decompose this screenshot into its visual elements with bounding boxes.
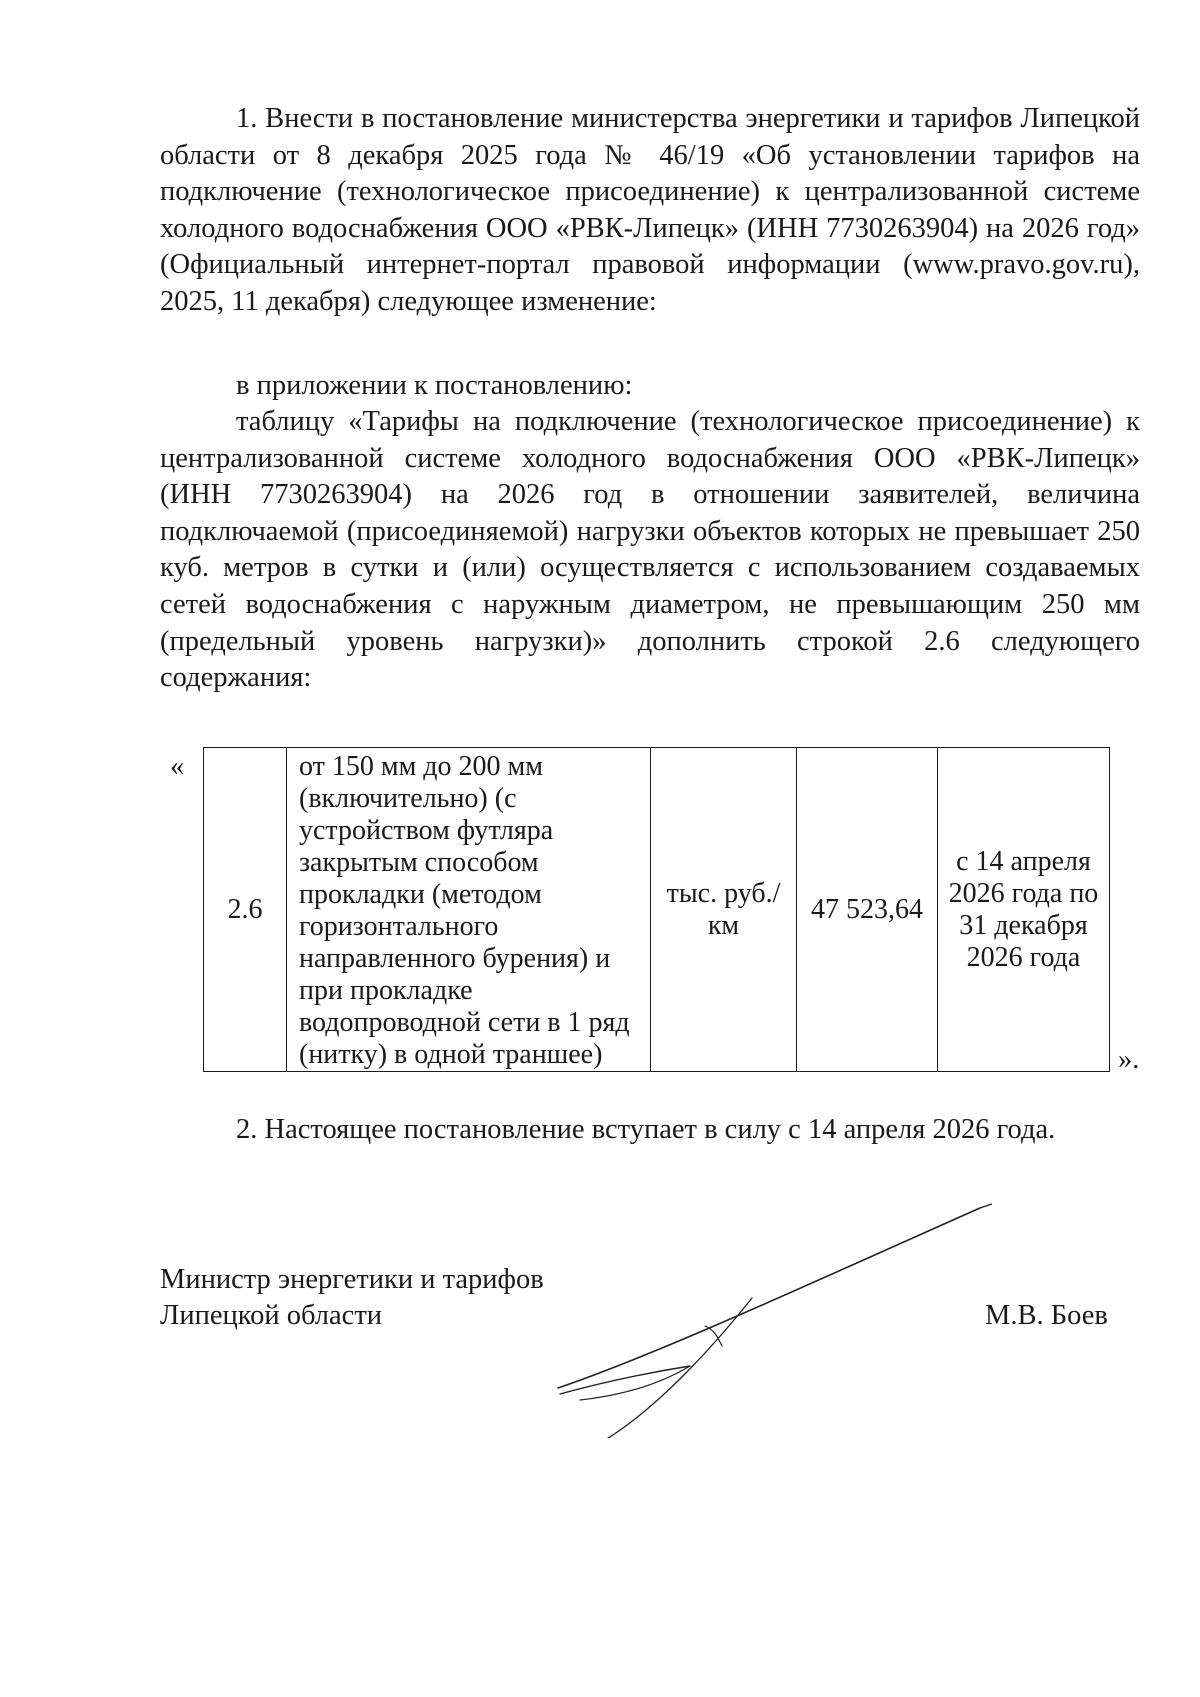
row-period-cell: с 14 апреля 2026 года по 31 декабря 2026 года (938, 748, 1110, 1072)
row-number-cell: 2.6 (204, 748, 287, 1072)
signatory-title-line-1: Министр энергетики и тарифов (160, 1264, 544, 1295)
paragraph-2: в приложении к постановлению: (236, 370, 633, 401)
signatory-name: М.В. Боев (985, 1300, 1108, 1331)
table-row (204, 748, 1110, 1072)
signatory-title-line-2: Липецкой области (160, 1300, 383, 1331)
quote-close: ». (1118, 1044, 1140, 1075)
paragraph-1: 1. Внести в постановление министерства энергетики и тарифов Липецкой области от 8 декабря 2025 года № 46/19 «Об установлении тарифов на подключение (технологическое присоединение) к централизованной системе холодного водоснабжения ООО «РВК-Липецк» (ИНН 7730263904) на 2026 год» (Официальный интернет-портал правовой информации (www.pravo.gov.ru), 2025, 11 декабря) следующее изменение: (160, 103, 1140, 317)
paragraph-3: таблицу «Тарифы на подключение (технологическое присоединение) к централизованной системе холодного водоснабжения ООО «РВК-Липецк» (ИНН 7730263904) на 2026 год в отношении заявителей, величина подключаемой (присоединяемой) нагрузки объектов которых не превышает 250 куб. метров в сутки и (или) осуществляется с использованием создаваемых сетей водоснабжения с наружным диаметром, не превышающим 250 мм (предельный уровень нагрузки)» дополнить строкой 2.6 следующего содержания: (160, 406, 1140, 694)
tariff-table (203, 747, 1110, 1072)
row-description-cell: от 150 мм до 200 мм (включительно) (с устройством футляра закрытым способом прокладки (методом горизонтального направленного бурения) и при прокладке водопроводной сети в 1 ряд (нитку) в одной траншее) (287, 748, 651, 1072)
signatory-title (160, 1262, 544, 1334)
quote-open: « (170, 751, 185, 782)
paragraph-4: 2. Настоящее постановление вступает в силу с 14 апреля 2026 года. (236, 1114, 1056, 1145)
row-unit-cell: тыс. руб./км (651, 748, 797, 1072)
row-value-cell: 47 523,64 (797, 748, 938, 1072)
handwritten-signature (540, 1168, 1000, 1438)
